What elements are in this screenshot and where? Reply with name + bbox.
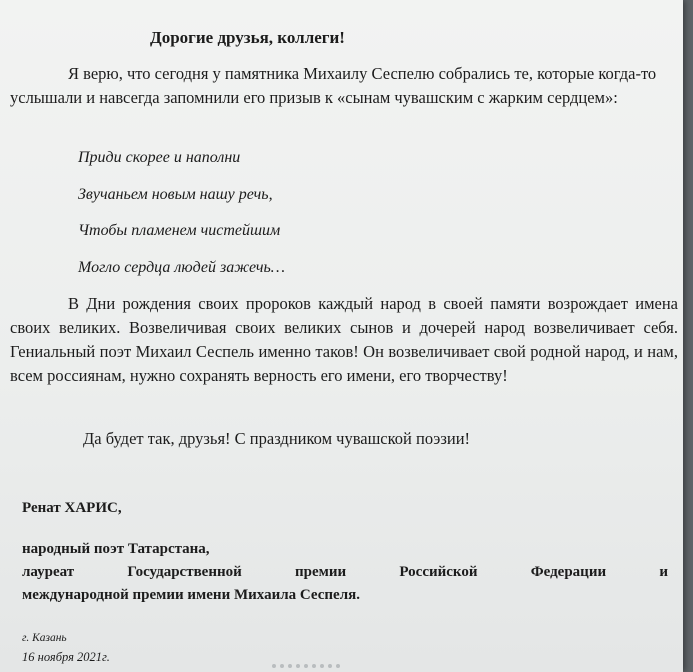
author-title-line: международной премии имени Михаила Сеспеля. [22,587,360,603]
author-name: Ренат ХАРИС, [22,500,122,516]
verse-line: Могло сердца людей зажечь… [78,258,285,276]
carousel-dots[interactable] [272,664,340,668]
letter-date: 16 ноября 2021г. [22,650,110,664]
carousel-dot[interactable] [288,664,292,668]
paragraph-intro: Я верю, что сегодня у памятника Михаилу Сеспелю собрались те, которые когда-то услышали и навсегда запомнили его призыв к «сынам чувашским с жарким сердцем»: [10,64,657,107]
carousel-dot[interactable] [272,664,276,668]
carousel-dot[interactable] [336,664,340,668]
verse-line: Чтобы пламенем чистейшим [78,222,281,239]
letter-place: г. Казань [22,632,67,644]
paragraph-closing: Да будет так, друзья! С праздником чувашской поэзии! [83,429,471,448]
letter-heading: Дорогие друзья, коллеги! [150,28,345,47]
carousel-dot[interactable] [312,664,316,668]
paragraph-main: В Дни рождения своих пророков каждый народ в своей памяти возрождает имена своих великих. Возвеличивая своих великих сынов и дочерей народ возвеличивает себя. Гениальный поэт Михаил Сеспель именно таков! Он возвеличивает свой родной народ, и нам, всем россиянам, нужно сохранять верность его имени, его творчеству! [10,294,678,385]
verse-line: Звучаньем новым нашу речь, [78,185,273,203]
carousel-dot[interactable] [320,664,324,668]
author-title-line: лауреат Государственной премии Российской Федерации и [22,564,668,580]
verse-quote [78,146,285,292]
carousel-dot[interactable] [296,664,300,668]
author-title-line: народный поэт Татарстана, [22,541,210,557]
carousel-dot[interactable] [304,664,308,668]
carousel-dot[interactable] [328,664,332,668]
verse-line: Приди скорее и наполни [78,149,241,166]
carousel-dot[interactable] [280,664,284,668]
